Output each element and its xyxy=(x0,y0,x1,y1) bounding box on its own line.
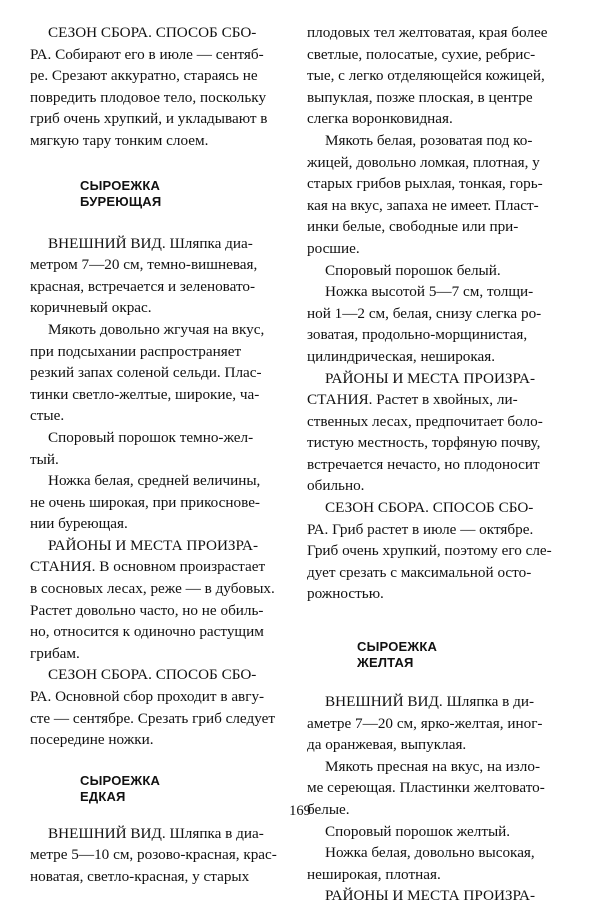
appearance-paragraph: ВНЕШНИЙ ВИД. Шляпка диа- метром 7—20 см, темно-вишневая, красная, встречается и зеленовато- коричневый окрас. xyxy=(30,234,258,317)
section-heading-edkaya: СЫРОЕЖКА ЕДКАЯ xyxy=(80,772,161,804)
spore-paragraph: Споровый порошок желтый. xyxy=(325,822,511,840)
habitat-paragraph: РАЙОНЫ И МЕСТА ПРОИЗРА- СТАНИЯ. В основном произрастает в сосновых лесах, реже — в дубовых. Растет довольно часто, но не обиль- но, относится к одиночно растущим грибам. xyxy=(30,536,275,662)
appearance-paragraph: ВНЕШНИЙ ВИД. Шляпка в диа- метре 5—10 см, розово-красная, крас- новатая, светло-красная, у старых xyxy=(30,824,277,885)
season-paragraph: СЕЗОН СБОРА. СПОСОБ СБО- РА. Основной сбор проходит в авгу- сте — сентябре. Срезать гриб следует посередине ножки. xyxy=(30,666,275,749)
appearance-paragraph: ВНЕШНИЙ ВИД. Шляпка в ди- аметре 7—20 см, ярко-желтая, иног- да оранжевая, выпуклая. xyxy=(307,693,543,754)
flesh-paragraph: Мякоть довольно жгучая на вкус, при подсыхании распространяет резкий запах соленой сельди. Плас- тинки светло-желтые, широкие, ча- стые. xyxy=(30,320,265,425)
page-number: 169 xyxy=(289,803,311,819)
stem-paragraph: Ножка белая, довольно высокая, неширокая, плотная. xyxy=(307,844,535,883)
right-column xyxy=(307,22,573,907)
flesh-paragraph: Мякоть белая, розоватая под ко- жицей, довольно ломкая, плотная, у старых грибов рыхлая, тонкая, горь- кая на вкус, запаха не имеет. Пласт- инки белые, свободные или при- росшие. xyxy=(307,131,543,257)
habitat-paragraph: РАЙОНЫ И МЕСТА ПРОИЗРА- xyxy=(325,887,536,905)
flesh-paragraph: Мякоть пресная на вкус, на изло- ме сереющая. Пластинки желтовато- белые. xyxy=(307,757,545,818)
season-paragraph: СЕЗОН СБОРА. СПОСОБ СБО- РА. Гриб растет в июле — октябре. Гриб очень хрупкий, поэтому его сле- дует срезать с максимальной осто- рожностью. xyxy=(307,499,552,603)
section-heading-bureyushchaya: СЫРОЕЖКА БУРЕЮЩАЯ xyxy=(80,177,162,209)
spore-paragraph: Споровый порошок белый. xyxy=(325,261,501,279)
left-column xyxy=(30,22,296,888)
continued-paragraph: плодовых тел желтоватая, края более светлые, полосатые, сухие, ребрис- тые, с легко отделяющейся кожицей, выпуклая, позже плоская, в центре слегка воронковидная. xyxy=(307,24,548,128)
season-paragraph: СЕЗОН СБОРА. СПОСОБ СБО- РА. Собирают его в июле — сентяб- ре. Срезают аккуратно, стараясь не повредить плодовое тело, поскольку гриб очень хрупкий, и укладывают в мягкую тару тонким слоем. xyxy=(30,24,268,149)
habitat-paragraph: РАЙОНЫ И МЕСТА ПРОИЗРА- СТАНИЯ. Растет в хвойных, ли- ственных лесах, предпочитает боло- тистую местность, торфяную почву, встречается нечасто, но плодоносит обильно. xyxy=(307,369,543,495)
spore-paragraph: Споровый порошок темно-жел- тый. xyxy=(30,428,254,468)
stem-paragraph: Ножка высотой 5—7 см, толщи- ной 1—2 см, белая, снизу слегка ро- зоватая, продольно-морщинистая, цилиндрическая, неширокая. xyxy=(307,283,542,365)
section-heading-zheltaya: СЫРОЕЖКА ЖЕЛТАЯ xyxy=(357,639,438,671)
stem-paragraph: Ножка белая, средней величины, не очень широкая, при прикоснове- нии буреющая. xyxy=(30,472,261,533)
